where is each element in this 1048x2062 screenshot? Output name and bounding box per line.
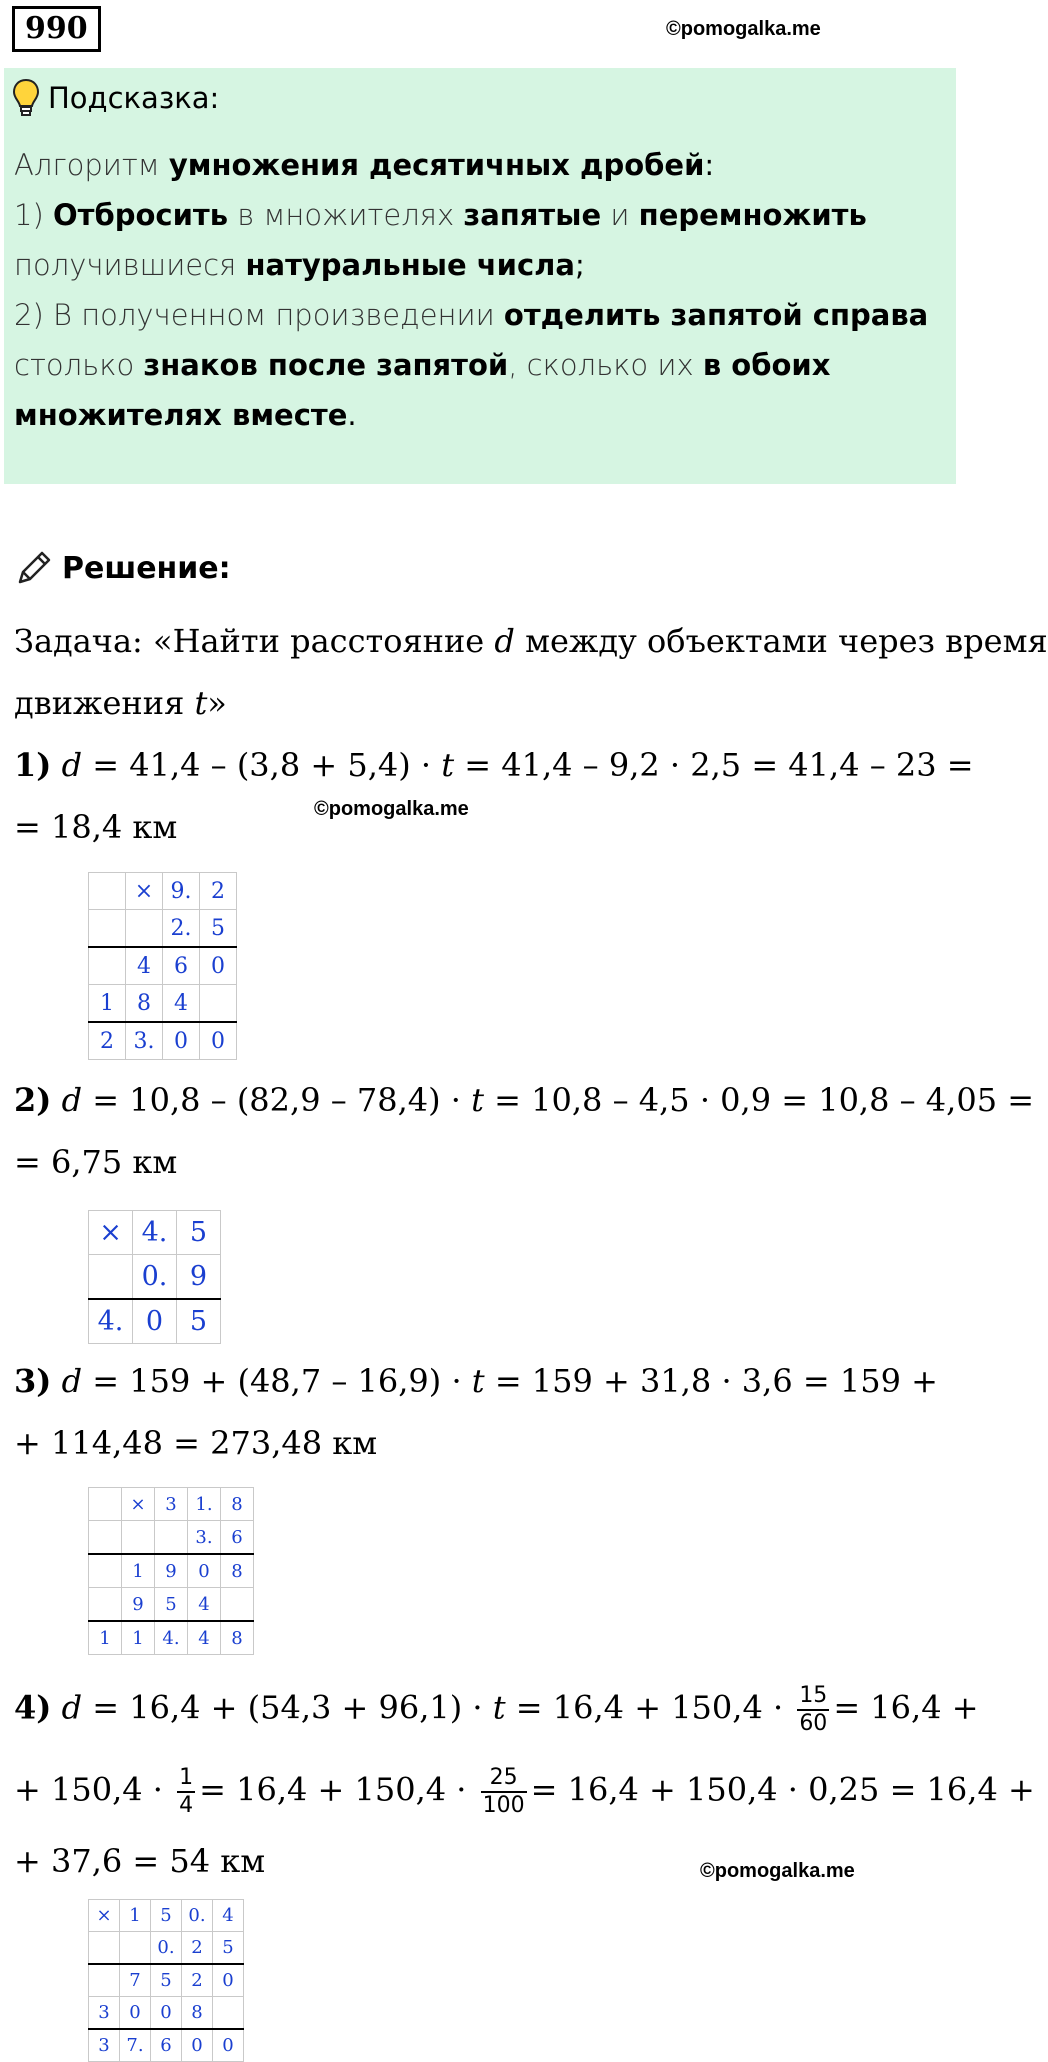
calc-cell: 8 — [126, 985, 163, 1023]
calc-cell — [200, 985, 237, 1023]
calc-cell: 5 — [151, 1964, 182, 1997]
step-3-line-1: 3) d = 159 + (48,7 – 16,9) · t = 159 + 31,8 · 3,6 = 159 + — [14, 1362, 938, 1400]
calc-row — [89, 1488, 254, 1521]
calc-cell: 3 — [89, 1997, 120, 2030]
calc-row — [89, 1554, 254, 1588]
multiply-sign: × — [122, 1488, 155, 1521]
step-2-line-2: = 6,75 км — [14, 1143, 178, 1181]
calc-cell: 0 — [151, 1997, 182, 2030]
calc-cell: 1 — [122, 1554, 155, 1588]
calc-cell: 2 — [182, 1964, 213, 1997]
calc-cell: 0. — [133, 1255, 177, 1300]
calc-cell: 9 — [177, 1255, 221, 1300]
multiply-sign: × — [89, 1211, 133, 1255]
solution-header — [14, 548, 231, 588]
calc-cell: 4. — [133, 1211, 177, 1255]
fraction-15-60: $\frac{15}{60}$ — [799, 1683, 828, 1736]
calc-cell: 5 — [155, 1588, 188, 1622]
calc-cell — [221, 1588, 254, 1622]
calc-cell: 1. — [188, 1488, 221, 1521]
calc-cell: 0 — [188, 1554, 221, 1588]
watermark: ©pomogalka.me — [314, 798, 469, 820]
fraction-1-4: $\frac{1}{4}$ — [179, 1765, 194, 1818]
calc-cell: 0 — [120, 1997, 151, 2030]
calc-cell: 0 — [182, 2029, 213, 2062]
calc-cell: 5 — [177, 1211, 221, 1255]
calc-cell: 9 — [122, 1588, 155, 1622]
calc-row — [89, 910, 237, 948]
calc-cell — [126, 910, 163, 948]
calc-cell: 6 — [151, 2029, 182, 2062]
step-4-line-1: 4) d = 16,4 + (54,3 + 96,1) · t = 16,4 + 150,4 · $\frac{15}{60}$ = 16,4 + — [14, 1683, 979, 1736]
calc-table-2 — [88, 1210, 221, 1344]
calc-cell: 3. — [188, 1521, 221, 1555]
calc-row — [89, 1521, 254, 1555]
calc-cell: 6 — [163, 947, 200, 985]
calc-cell: 6 — [221, 1521, 254, 1555]
calc-cell — [89, 1255, 133, 1300]
calc-cell: 9 — [155, 1554, 188, 1588]
calc-row — [89, 1900, 244, 1932]
task-number: 990 — [12, 6, 101, 52]
calc-cell — [122, 1521, 155, 1555]
hint-line-6: множителях вместе. — [14, 398, 357, 432]
calc-cell: 0 — [133, 1299, 177, 1344]
calc-row — [89, 1255, 221, 1300]
calc-cell — [89, 910, 126, 948]
calc-cell — [89, 1588, 122, 1622]
multiply-sign: × — [126, 873, 163, 910]
calc-cell: 1 — [89, 985, 126, 1023]
calc-cell: 8 — [221, 1621, 254, 1655]
calc-cell: 4 — [188, 1621, 221, 1655]
calc-cell: 4 — [163, 985, 200, 1023]
calc-row — [89, 1964, 244, 1997]
calc-row — [89, 985, 237, 1023]
step-1-line-1: 1) d = 41,4 – (3,8 + 5,4) · t = 41,4 – 9,2 · 2,5 = 41,4 – 23 = — [14, 746, 974, 784]
calc-cell: 7 — [120, 1964, 151, 1997]
fraction-25-100: $\frac{25}{100}$ — [482, 1765, 525, 1818]
calc-row — [89, 1211, 221, 1255]
calc-cell: 2. — [163, 910, 200, 948]
step-3-line-2: + 114,48 = 273,48 км — [14, 1424, 378, 1462]
step-4-line-2: + 150,4 · $\frac{1}{4}$ = 16,4 + 150,4 · $\frac{25}{100}$ = 16,4 + 150,4 · 0,25 = 16,4 + — [14, 1765, 1035, 1818]
calc-cell: 4. — [89, 1299, 133, 1344]
lightbulb-icon — [12, 78, 40, 118]
calc-row — [89, 1997, 244, 2030]
calc-cell: 1 — [122, 1621, 155, 1655]
calc-cell: 3 — [89, 2029, 120, 2062]
step-1-line-2: = 18,4 км — [14, 808, 178, 846]
calc-cell: 5 — [177, 1299, 221, 1344]
calc-cell: 4. — [155, 1621, 188, 1655]
calc-cell: 0 — [213, 1964, 244, 1997]
calc-table-4 — [88, 1899, 244, 2062]
calc-cell: 8 — [221, 1554, 254, 1588]
calc-row — [89, 1621, 254, 1655]
calc-cell: 5 — [151, 1900, 182, 1932]
hint-line-5: столько знаков после запятой, сколько их в обоих — [14, 348, 831, 382]
watermark: ©pomogalka.me — [666, 18, 821, 40]
calc-cell — [89, 947, 126, 985]
calc-cell: 5 — [200, 910, 237, 948]
step-2-line-1: 2) d = 10,8 – (82,9 – 78,4) · t = 10,8 – 4,5 · 0,9 = 10,8 – 4,05 = — [14, 1081, 1035, 1119]
calc-row — [89, 1022, 237, 1060]
calc-cell: 4 — [213, 1900, 244, 1932]
calc-row — [89, 947, 237, 985]
hint-body — [14, 140, 944, 440]
calc-row — [89, 1299, 221, 1344]
calc-cell — [89, 1964, 120, 1997]
calc-cell — [213, 1997, 244, 2030]
step-4-line-3: + 37,6 = 54 км — [14, 1842, 266, 1880]
calc-cell: 1 — [89, 1621, 122, 1655]
calc-cell: 2 — [182, 1932, 213, 1965]
calc-cell: 0 — [200, 947, 237, 985]
calc-row — [89, 2029, 244, 2062]
task-line-2: движения t» — [14, 684, 227, 722]
calc-cell: 3. — [126, 1022, 163, 1060]
calc-cell: 8 — [182, 1997, 213, 2030]
calc-row — [89, 873, 237, 910]
calc-cell: 0 — [163, 1022, 200, 1060]
pencil-icon — [14, 548, 54, 588]
hint-title: Подсказка: — [48, 81, 220, 115]
calc-cell: 5 — [213, 1932, 244, 1965]
calc-cell — [89, 1488, 122, 1521]
calc-cell: 2 — [89, 1022, 126, 1060]
calc-cell: 7. — [120, 2029, 151, 2062]
hint-line-2: 1) Отбросить в множителях запятые и перемножить — [14, 198, 867, 232]
multiply-sign: × — [89, 1900, 120, 1932]
calc-cell — [89, 873, 126, 910]
calc-cell — [120, 1932, 151, 1965]
calc-cell — [89, 1932, 120, 1965]
hint-line-3: получившиеся натуральные числа; — [14, 248, 585, 282]
calc-cell — [89, 1554, 122, 1588]
calc-cell: 4 — [126, 947, 163, 985]
calc-cell: 4 — [188, 1588, 221, 1622]
calc-cell: 0. — [182, 1900, 213, 1932]
calc-cell: 1 — [120, 1900, 151, 1932]
calc-cell: 9. — [163, 873, 200, 910]
calc-cell: 0. — [151, 1932, 182, 1965]
calc-table-3 — [88, 1487, 254, 1655]
calc-cell: 0 — [213, 2029, 244, 2062]
calc-row — [89, 1588, 254, 1622]
calc-row — [89, 1932, 244, 1965]
hint-header — [12, 78, 219, 118]
calc-cell — [155, 1521, 188, 1555]
calc-cell: 2 — [200, 873, 237, 910]
task-line-1: Задача: «Найти расстояние d между объектами через время — [14, 622, 1048, 660]
calc-cell — [89, 1521, 122, 1555]
calc-table-1 — [88, 872, 237, 1060]
hint-line-4: 2) В полученном произведении отделить запятой справа — [14, 298, 929, 332]
calc-cell: 0 — [200, 1022, 237, 1060]
calc-cell: 8 — [221, 1488, 254, 1521]
solution-title: Решение: — [62, 550, 231, 586]
watermark: ©pomogalka.me — [700, 1860, 855, 1882]
hint-line-1: Алгоритм умножения десятичных дробей: — [14, 148, 715, 182]
calc-cell: 3 — [155, 1488, 188, 1521]
